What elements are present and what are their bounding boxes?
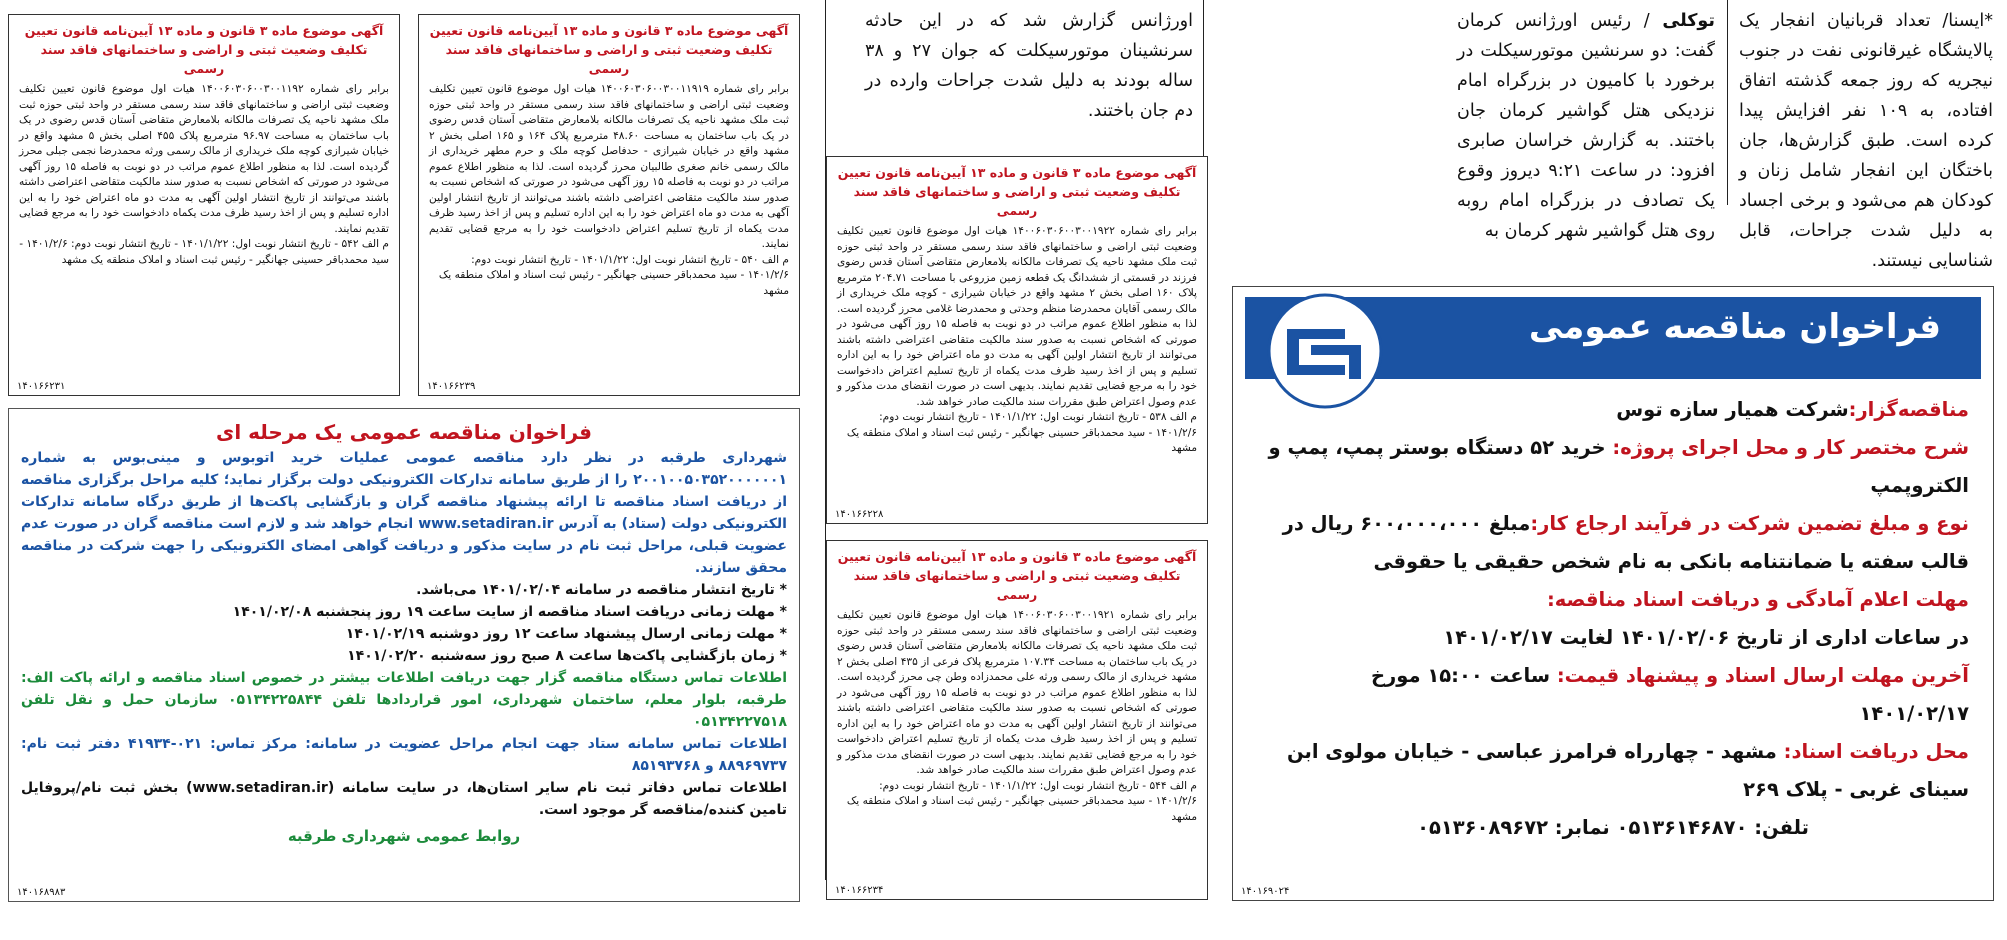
news-column-1	[1739, 6, 1993, 271]
registry-ad	[826, 156, 1208, 524]
tender-item: * مهلت زمانی ارسال پیشنهاد ساعت ۱۲ روز دوشنبه ۱۴۰۱/۰۲/۱۹	[345, 626, 787, 642]
news-lead: توکلی	[1662, 11, 1715, 31]
ad-footer: م الف ۵۴۴ - تاریخ انتشار نوبت اول: ۱۴۰۱/۱/۲۲ - تاریخ انتشار نوبت دوم: ۱۴۰۱/۲/۶ - سید محمدباقر حسینی جهانگیر - رئیس ثبت اسناد و املاک منطقه یک مشهد	[846, 779, 1197, 823]
tender-row: در ساعات اداری از تاریخ ۱۴۰۱/۰۲/۰۶ لغایت ۱۴۰۱/۰۲/۱۷	[1443, 626, 1969, 649]
column-divider	[1727, 0, 1728, 205]
ad-title: آگهی موضوع ماده ۳ قانون و ماده ۱۳ آیین‌نامه قانون تعیین تکلیف وضعیت ثبتی و اراضی و ساختمانهای فاقد سند رسمی	[837, 165, 1197, 218]
contact-info: اطلاعات تماس دستگاه مناقصه گزار جهت دریافت اطلاعات بیشتر در خصوص اسناد مناقصه و ارائه پاکت الف: طرقبه، بلوار معلم، ساختمان شهرداری، امور قراردادها تلفن ۰۵۱۳۴۲۲۵۸۴۴ سازمان حمل و نقل تلفن ۰۵۱۳۴۲۲۷۵۱۸	[21, 670, 787, 730]
tender-body	[1257, 391, 1969, 847]
registry-ad	[418, 14, 800, 396]
tender-row: مهلت اعلام آمادگی و دریافت اسناد مناقصه:	[1546, 588, 1969, 611]
contact-info: اطلاعات تماس دفاتر ثبت نام سایر استان‌ها، در سایت سامانه (www.setadiran.ir) بخش ثبت نام/پروفایل تامین کننده/مناقصه گر موجود است.	[21, 780, 787, 818]
tender-title: فراخوان مناقصه عمومی	[1528, 307, 1941, 347]
ad-body: برابر رای شماره ۱۴۰۰۶۰۳۰۶۰۰۳۰۰۱۱۹۲ هیات اول موضوع قانون تعیین تکلیف وضعیت ثبتی اراضی و ساختمانهای فاقد سند رسمی مستقر در واحد ثبتی حوزه ثبت ملک مشهد ناحیه یک تصرفات مالکانه بلامعارض متقاضی آستان قدس رضوی در یک باب ساختمان به مساحت ۹۶.۹۷ مترمربع پلاک ۴۵۵ اصلی بخش ۵ مشهد واقع در خیابان شیرازی کوچه ملک خریداری از مالک رسمی ورثه محمدرضا نجمی جبلی محرز گردیده است. لذا به منظور اطلاع عموم مراتب در دو نوبت به فاصله ۱۵ روز آگهی می‌شود در صورتی که اشخاص نسبت به صدور سند مالکیت متقاضی اعتراضی داشته باشند می‌توانند از تاریخ انتشار اولین آگهی به مدت دو ماه اعتراض خود را به این اداره تسلیم و پس از اخذ رسید ظرف مدت یکماه دادخواست خود را به مرجع قضایی تقدیم نمایند.	[19, 83, 389, 235]
news-text: *ایسنا/ تعداد قربانیان انفجار یک پالایشگاه غیرقانونی نفت در جنوب نیجریه که روز جمعه گذشته اتفاق افتاده، به ۱۰۹ نفر افزایش پیدا کرده است. طبق گزارش‌ها، جان باختگان این انفجار شامل زنان و کودکان هم می‌شود و برخی اجساد به دلیل شدت جراحات، قابل شناسایی نیستند.	[1739, 11, 1993, 271]
contact-info: اطلاعات تماس سامانه ستاد جهت انجام مراحل عضویت در سامانه: مرکز تماس: ۰۲۱-۴۱۹۳۴ دفتر ثبت نام: ۸۸۹۶۹۷۳۷ و ۸۵۱۹۳۷۶۸	[21, 736, 788, 774]
municipality-tender-title: فراخوان مناقصه عمومی یک مرحله ای	[215, 420, 592, 444]
ad-code: ۱۴۰۱۶۸۹۸۳	[17, 887, 66, 898]
tender-item: * زمان بازگشایی پاکت‌ها ساعت ۸ صبح روز سه‌شنبه ۱۴۰۱/۰۲/۲۰	[347, 648, 787, 664]
ad-code: ۱۴۰۱۶۶۲۳۴	[835, 885, 884, 896]
news-column-3	[865, 6, 1193, 126]
tender-row: آخرین مهلت ارسال اسناد و پیشنهاد قیمت: ساعت ۱۵:۰۰ مورخ ۱۴۰۱/۰۲/۱۷	[1371, 664, 1969, 725]
registry-ad	[826, 540, 1208, 900]
tender-item: * تاریخ انتشار مناقصه در سامانه ۱۴۰۱/۰۲/۰۴ می‌باشد.	[416, 582, 787, 598]
news-text: / رئیس اورژانس کرمان گفت: دو سرنشین موتورسیکلت در برخورد با کامیون در بزرگراه امام نزدیکی هتل گواشیر کرمان جان باختند. به گزارش خراسان صابری افزود: در ساعت ۹:۲۱ دیروز وقوع یک تصادف در بزرگراه امام روبه روی هتل گواشیر شهر کرمان به	[1457, 11, 1715, 241]
tender-row: نوع و مبلغ تضمین شرکت در فرآیند ارجاع کار:مبلغ ۶۰۰،۰۰۰،۰۰۰ ریال در قالب سفته یا ضمانتنامه بانکی به نام شخص حقیقی یا حقوقی	[1282, 512, 1969, 573]
municipality-tender-intro: شهرداری طرقبه در نظر دارد مناقصه عمومی عملیات خرید اتوبوس و مینی‌بوس به شماره ۲۰۰۱۰۰۵۰۳۵۲۰۰۰۰۰۰۱ را از طریق سامانه تدارکات الکترونیکی دولت برگزار نماید؛ کلیه مراحل برگزاری مناقصه از دریافت اسناد مناقصه تا ارائه پیشنهاد مناقصه گران و بازگشایی پاکت‌ها از طریق درگاه سامانه تدارکات الکترونیکی دولت (ستاد) به آدرس www.setadiran.ir انجام خواهد شد و لازم است مناقصه گران در صورت عدم عضویت قبلی، مراحل ثبت نام در سایت مذکور و دریافت گواهی امضای الکترونیکی را جهت شرکت در مناقصه محقق سازند.	[21, 450, 787, 576]
tender-row: تلفن: ۰۵۱۳۶۱۴۶۸۷۰ نمابر: ۰۵۱۳۶۰۸۹۶۷۲	[1417, 816, 1809, 839]
municipality-tender	[8, 408, 800, 902]
news-text: اورژانس گزارش شد که در این حادثه سرنشینان موتورسیکلت که جوان ۲۷ و ۳۸ ساله بودند به دلیل شدت جراحات وارده در دم جان باختند.	[865, 11, 1193, 121]
registry-ad	[8, 14, 400, 396]
news-column-2	[1457, 6, 1715, 241]
tender-row: شرح مختصر کار و محل اجرای پروژه: خرید ۵۲ دستگاه بوستر پمپ، پمپ و الکتروپمپ	[1268, 436, 1969, 497]
ad-body: برابر رای شماره ۱۴۰۰۶۰۳۰۶۰۰۳۰۰۱۹۲۱ هیات اول موضوع قانون تعیین تکلیف وضعیت ثبتی اراضی و ساختمانهای فاقد سند رسمی مستقر در واحد ثبتی حوزه ثبت ملک مشهد ناحیه یک تصرفات مالکانه بلامعارض متقاضی آستان قدس رضوی در یک باب ساختمان به مساحت ۱۰۷.۳۴ مترمربع پلاک فرعی از ۴۳۵ اصلی بخش ۲ مشهد خریداری از مالک رسمی ورثه علی محمدزاده وطن چی محرز گردیده است. لذا به منظور اطلاع عموم مراتب در دو نوبت به فاصله ۱۵ روز آگهی می‌شود در صورتی که اشخاص نسبت به صدور سند مالکیت متقاضی اعتراضی داشته باشند می‌توانند از تاریخ انتشار اولین آگهی به مدت دو ماه اعتراض خود را به این اداره تسلیم و پس از اخذ رسید ظرف مدت یکماه از تاریخ تسلیم اعتراض دادخواست خود را به مرجع قضایی تقدیم نمایند. بدیهی است در صورت انقضای مدت مذکور و عدم وصول اعتراض طبق مقررات سند مالکیت صادر خواهد شد.	[837, 609, 1198, 776]
ad-title: آگهی موضوع ماده ۳ قانون و ماده ۱۳ آیین‌نامه قانون تعیین تکلیف وضعیت ثبتی و اراضی و ساختمانهای فاقد سند رسمی	[837, 549, 1197, 602]
ad-body: برابر رای شماره ۱۴۰۰۶۰۳۰۶۰۰۳۰۰۱۱۹۱۹ هیات اول موضوع قانون تعیین تکلیف وضعیت ثبتی اراضی و ساختمانهای فاقد سند رسمی مستقر در واحد ثبتی حوزه ثبت ملک مشهد ناحیه یک تصرفات مالکانه بلامعارض متقاضی آستان قدس رضوی در یک باب ساختمان به مساحت ۴۸.۶۰ مترمربع پلاک ۱۶۴ و ۱۶۵ اصلی بخش ۲ مشهد واقع در خیابان شیرازی - حدفاصل کوچه ملک و حرم مطهر خریداری از مالک رسمی خانم صغری طالبیان محرز گردیده است. لذا به منظور اطلاع عموم مراتب در دو نوبت به فاصله ۱۵ روز آگهی می‌شود در صورتی که اشخاص نسبت به صدور سند مالکیت متقاضی اعتراضی داشته باشند می‌توانند از تاریخ انتشار اولین آگهی به مدت دو ماه اعتراض خود را به این اداره تسلیم و پس از اخذ رسید ظرف مدت یکماه از تاریخ تسلیم اعتراض دادخواست خود را به مرجع قضایی تقدیم نمایند.	[429, 83, 789, 250]
ad-title: آگهی موضوع ماده ۳ قانون و ماده ۱۳ آیین‌نامه قانون تعیین تکلیف وضعیت ثبتی و اراضی و ساختمانهای فاقد سند رسمی	[429, 23, 789, 76]
tender-notice	[1232, 286, 1994, 901]
ad-title: آگهی موضوع ماده ۳ قانون و ماده ۱۳ آیین‌نامه قانون تعیین تکلیف وضعیت ثبتی و اراضی و ساختمانهای فاقد سند رسمی	[24, 23, 384, 76]
ad-footer: م الف ۵۴۲ - تاریخ انتشار نوبت اول: ۱۴۰۱/۱/۲۲ - تاریخ انتشار نوبت دوم: ۱۴۰۱/۲/۶ - سید محمدباقر حسینی جهانگیر - رئیس ثبت اسناد و املاک منطقه یک مشهد	[19, 238, 389, 266]
ad-code: ۱۴۰۱۶۶۲۲۸	[835, 509, 884, 520]
tender-row: مناقصه‌گزار:شرکت همیار سازه توس	[1616, 398, 1969, 421]
ad-code: ۱۴۰۱۶۹۰۲۴	[1241, 886, 1290, 897]
signature: روابط عمومی شهرداری طرقبه	[287, 827, 521, 845]
ad-code: ۱۴۰۱۶۶۲۳۱	[17, 381, 66, 392]
ad-footer: م الف ۵۴۰ - تاریخ انتشار نوبت اول: ۱۴۰۱/۱/۲۲ - تاریخ انتشار نوبت دوم: ۱۴۰۱/۲/۶ - سید محمدباقر حسینی جهانگیر - رئیس ثبت اسناد و املاک منطقه یک مشهد	[438, 253, 789, 297]
ad-footer: م الف ۵۳۸ - تاریخ انتشار نوبت اول: ۱۴۰۱/۱/۲۲ - تاریخ انتشار نوبت دوم: ۱۴۰۱/۲/۶ - سید محمدباقر حسینی جهانگیر - رئیس ثبت اسناد و املاک منطقه یک مشهد	[846, 411, 1197, 454]
ad-code: ۱۴۰۱۶۶۲۳۹	[427, 381, 476, 392]
tender-row: محل دریافت اسناد: مشهد - چهارراه فرامرز عباسی - خیابان مولوی ابن سینای غربی - پلاک ۲۶۹	[1286, 740, 1969, 801]
ad-body: برابر رای شماره ۱۴۰۰۶۰۳۰۶۰۰۳۰۰۱۹۲۲ هیات اول موضوع قانون تعیین تکلیف وضعیت ثبتی اراضی و ساختمانهای فاقد سند رسمی مستقر در واحد ثبتی حوزه ثبت ملک مشهد ناحیه یک تصرفات مالکانه بلامعارض متقاضی آستان قدس رضوی فرزند در قسمتی از ششدانگ یک قطعه زمین مزروعی با مساحت ۲۰۴.۷۱ مترمربع پلاک ۱۶۰ اصلی بخش ۲ مشهد واقع در خیابان شیرازی - کوچه ملک خریداری از مالک رسمی آقایان محمدرضا منظم وحدتی و محمدرضا غلامی محرز گردیده است. لذا به منظور اطلاع عموم مراتب در دو نوبت به فاصله ۱۵ روز آگهی می‌شود در صورتی که اشخاص نسبت به صدور سند مالکیت متقاضی اعتراضی داشته باشند می‌توانند از تاریخ انتشار اولین آگهی به مدت دو ماه اعتراض خود را به این اداره تسلیم و پس از اخذ رسید ظرف مدت یکماه از تاریخ تسلیم اعتراض دادخواست خود را به مرجع قضایی تقدیم نمایند. بدیهی است در صورت انقضای مدت مذکور و عدم وصول اعتراض طبق مقررات سند مالکیت صادر خواهد شد.	[837, 225, 1198, 408]
tender-item: * مهلت زمانی دریافت اسناد مناقصه از سایت ساعت ۱۹ روز پنجشنبه ۱۴۰۱/۰۲/۰۸	[232, 604, 787, 620]
